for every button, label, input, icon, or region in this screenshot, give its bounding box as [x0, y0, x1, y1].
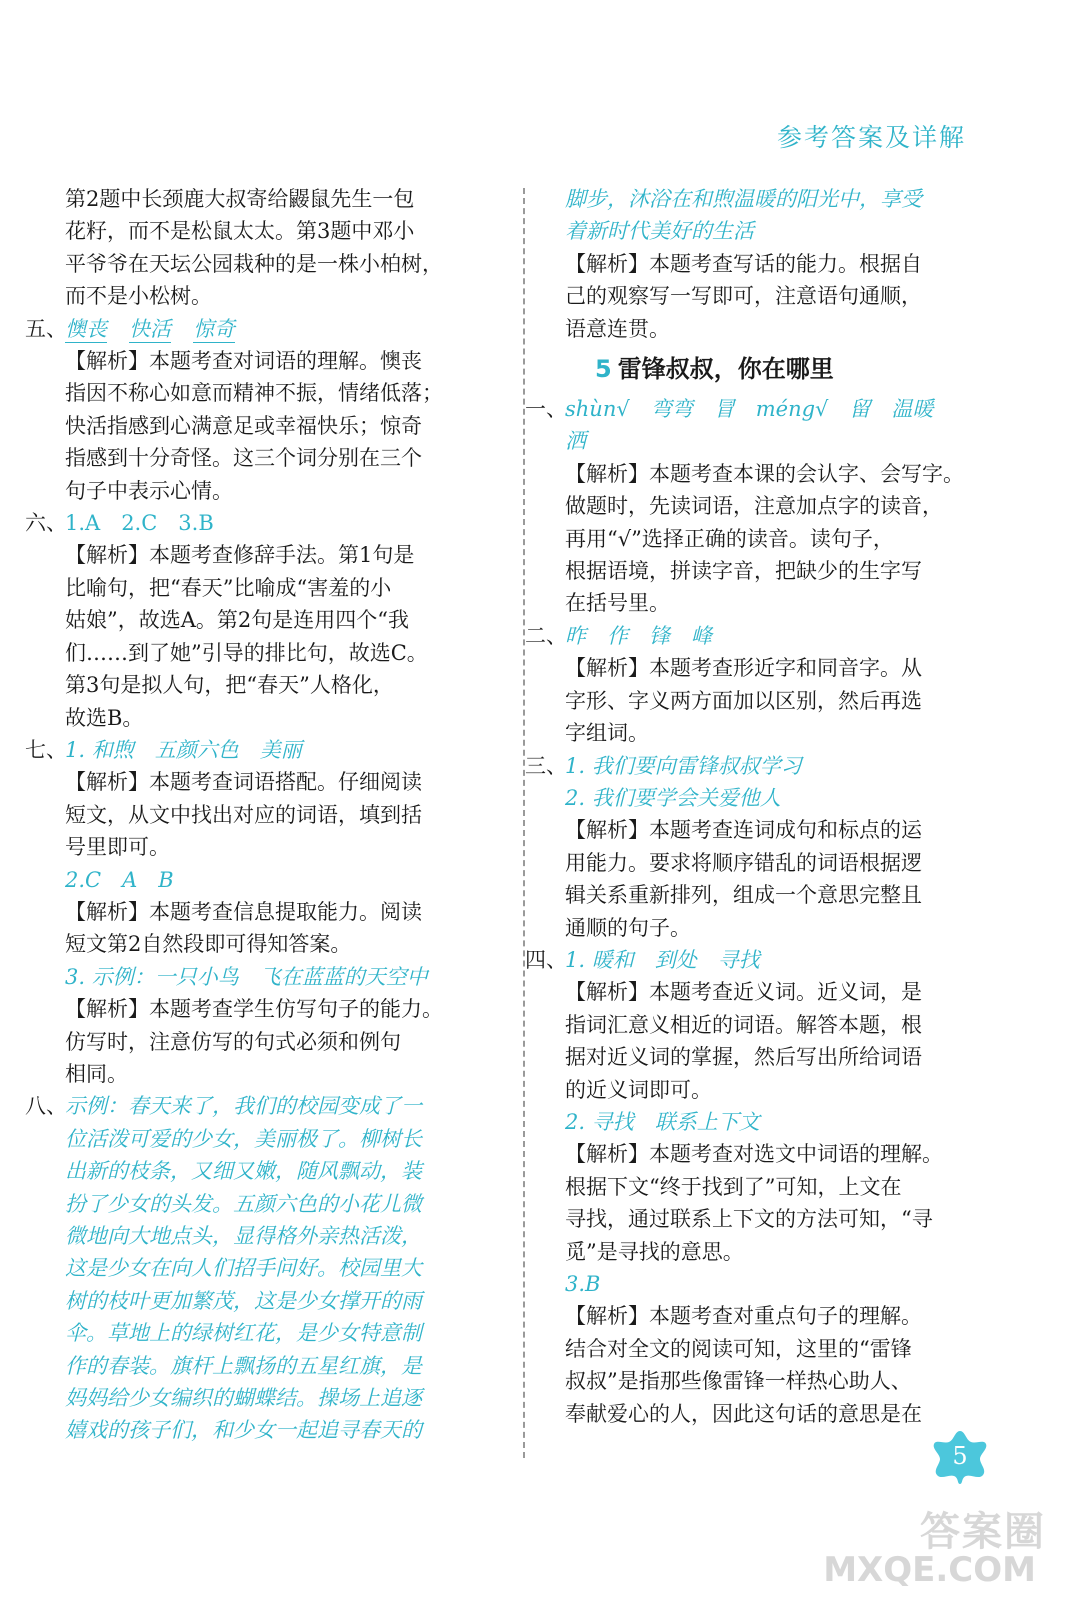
- q6-number: 六、: [25, 511, 67, 536]
- left-column: [25, 183, 495, 1447]
- q8-number: 八、: [25, 1094, 67, 1119]
- analysis-line: 指因不称心如意而精神不振，情绪低落；: [65, 381, 443, 406]
- watermark-text: 答案圈: [920, 1509, 1046, 1555]
- analysis-line: 奉献爱心的人，因此这句话的意思是在: [565, 1401, 922, 1426]
- continued-answer-line: 脚步，沐浴在和煦温暖的阳光中，享受: [565, 187, 922, 211]
- q8-line: 出新的枝条，又细又嫩，随风飘动，装: [65, 1159, 422, 1184]
- q8-line: 扮了少女的头发。五颜六色的小花儿微: [65, 1191, 422, 1216]
- text-line: 平爷爷在天坛公园栽种的是一株小柏树，: [65, 251, 443, 276]
- analysis-line: 【解析】本题考查对词语的理解。懊丧: [65, 349, 422, 374]
- q8-line: 位活泼可爱的少女，美丽极了。柳树长: [65, 1126, 422, 1151]
- analysis-line: 第3句是拟人句，把“春天”人格化，: [65, 673, 394, 698]
- q8-line: 作的春装。旗杆上飘扬的五星红旗，是: [65, 1353, 422, 1378]
- q5-number: 五、: [25, 316, 67, 341]
- r2-answer-text: 昨 作 锋 峰: [565, 623, 712, 648]
- q8-line: 微地向大地点头，显得格外亲热活泼，: [65, 1224, 422, 1248]
- watermark-url: MXQE.COM: [823, 1550, 1036, 1590]
- analysis-line: 们……到了她”引导的排比句，故选C。: [65, 640, 428, 665]
- analysis-line: 相同。: [65, 1061, 128, 1086]
- q6-answer: [25, 507, 495, 539]
- r2-number: 二、: [525, 623, 567, 648]
- analysis-line: 己的观察写一写即可，注意语句通顺，: [565, 284, 922, 309]
- r3-answer-1: [525, 750, 995, 782]
- analysis-line: 【解析】本题考查学生仿写句子的能力。: [65, 997, 443, 1022]
- q8-line: 伞。草地上的绿树红花，是少女特意制: [65, 1321, 422, 1346]
- text-line: 而不是小松树。: [65, 284, 212, 309]
- q7-answer-2: 2.C A B: [65, 867, 174, 892]
- r4-answer-1: [525, 944, 995, 976]
- r4-answer-1-text: 1. 暖和 到处 寻找: [565, 947, 760, 972]
- r1-answer-text: shùn√ 弯弯 冒 méng√ 留 温暖: [565, 397, 934, 422]
- page-number-badge: [932, 1428, 988, 1484]
- analysis-line: 【解析】本题考查信息提取能力。阅读: [65, 899, 422, 924]
- analysis-line: 号里即可。: [65, 835, 170, 860]
- r1-number: 一、: [525, 397, 567, 422]
- analysis-line: 仿写时，注意仿写的句式必须和例句: [65, 1029, 401, 1054]
- r3-answer-2: 2. 我们要学会关爱他人: [565, 785, 781, 810]
- analysis-line: 【解析】本题考查词语搭配。仔细阅读: [65, 770, 422, 795]
- r4-number: 四、: [525, 947, 567, 972]
- analysis-line: 叔叔”是指那些像雷锋一样热心助人、: [565, 1369, 912, 1394]
- q7-answer-1-text: 1. 和煦 五颜六色 美丽: [65, 737, 302, 762]
- q5-answer: [25, 313, 495, 345]
- analysis-line: 姑娘”，故选A。第2句是连用四个“我: [65, 608, 409, 633]
- q5-answer-2: 快活: [129, 316, 171, 341]
- lesson-number: 5: [595, 355, 612, 384]
- q7-answer-1: [25, 734, 495, 766]
- analysis-line: 指词汇意义相近的词语。解答本题，根: [565, 1012, 922, 1037]
- lesson-title-text: 雷锋叔叔，你在哪里: [617, 355, 834, 384]
- r2-answer: [525, 620, 995, 652]
- analysis-line: 用能力。要求将顺序错乱的词语根据逻: [565, 850, 922, 875]
- analysis-line: 根据语境，拼读字音，把缺少的生字写: [565, 559, 922, 584]
- r3-number: 三、: [525, 753, 567, 778]
- q5-answer-3: 惊奇: [193, 316, 235, 341]
- analysis-line: 故选B。: [65, 705, 144, 730]
- text-line: 第2题中长颈鹿大叔寄给鼹鼠先生一包: [65, 187, 415, 211]
- analysis-line: 比喻句，把“春天”比喻成“害羞的小: [65, 575, 392, 600]
- analysis-line: 【解析】本题考查连词成句和标点的运: [565, 818, 922, 843]
- analysis-line: 句子中表示心情。: [65, 478, 233, 503]
- q8-line: 妈妈给少女编织的蝴蝶结。操场上追逐: [65, 1386, 422, 1411]
- analysis-line: 根据下文“终于找到了”可知，上文在: [565, 1174, 902, 1199]
- analysis-line: 【解析】本题考查本课的会认字、会写字。: [565, 461, 964, 486]
- r4-answer-2: 2. 寻找 联系上下文: [565, 1109, 760, 1134]
- q7-number: 七、: [25, 737, 67, 762]
- q6-answer-text: 1.A 2.C 3.B: [65, 511, 214, 536]
- analysis-line: 的近义词即可。: [565, 1077, 712, 1102]
- analysis-line: 语意连贯。: [565, 316, 670, 341]
- analysis-line: 据对近义词的掌握，然后写出所给词语: [565, 1045, 922, 1070]
- q8-line: 树的枝叶更加繁茂，这是少女撑开的雨: [65, 1288, 422, 1313]
- analysis-line: 在括号里。: [565, 591, 670, 616]
- lesson-title: [525, 345, 995, 393]
- analysis-line: 短文第2自然段即可得知答案。: [65, 932, 352, 957]
- page-header-title: 参考答案及详解: [776, 123, 966, 152]
- q8-answer-first: [25, 1090, 495, 1122]
- analysis-line: 【解析】本题考查修辞手法。第1句是: [65, 543, 415, 568]
- r1-answer-2: 洒: [565, 429, 586, 454]
- analysis-line: 觅”是寻找的意思。: [565, 1239, 744, 1264]
- analysis-line: 【解析】本题考查写话的能力。根据自: [565, 251, 922, 276]
- r1-answer: [525, 393, 995, 425]
- q8-line: 这是少女在向人们招手问好。校园里大: [65, 1256, 422, 1281]
- analysis-line: 寻找，通过联系上下文的方法可知，“寻: [565, 1207, 933, 1232]
- analysis-line: 指感到十分奇怪。这三个词分别在三个: [65, 446, 422, 471]
- q8-line: 示例：春天来了，我们的校园变成了一: [65, 1094, 422, 1119]
- continued-answer-line: 着新时代美好的生活: [565, 219, 754, 244]
- analysis-line: 再用“√”选择正确的读音。读句子，: [565, 526, 894, 551]
- q5-answer-1: 懊丧: [65, 316, 107, 341]
- analysis-line: 做题时，先读词语，注意加点字的读音，: [565, 494, 943, 519]
- analysis-line: 字组词。: [565, 721, 649, 746]
- analysis-line: 【解析】本题考查对选文中词语的理解。: [565, 1142, 943, 1167]
- analysis-line: 【解析】本题考查近义词。近义词，是: [565, 980, 922, 1005]
- analysis-line: 通顺的句子。: [565, 915, 691, 940]
- page-number: 5: [952, 1442, 968, 1470]
- analysis-line: 快活指感到心满意足或幸福快乐；惊奇: [65, 413, 422, 438]
- analysis-line: 辑关系重新排列，组成一个意思完整且: [565, 883, 922, 908]
- analysis-line: 短文，从文中找出对应的词语，填到括: [65, 802, 422, 827]
- analysis-line: 字形、字义两方面加以区别，然后再选: [565, 688, 922, 713]
- analysis-line: 【解析】本题考查对重点句子的理解。: [565, 1304, 922, 1329]
- r3-answer-1-text: 1. 我们要向雷锋叔叔学习: [565, 753, 802, 778]
- analysis-line: 结合对全文的阅读可知，这里的“雷锋: [565, 1336, 912, 1361]
- q8-line: 嬉戏的孩子们，和少女一起追寻春天的: [65, 1418, 422, 1443]
- right-column: [525, 183, 995, 1430]
- r4-answer-3: 3.B: [565, 1272, 601, 1296]
- text-line: 花籽，而不是松鼠太太。第3题中邓小: [65, 219, 415, 244]
- q7-answer-3: 3. 示例：一只小鸟 飞在蓝蓝的天空中: [65, 964, 428, 989]
- analysis-line: 【解析】本题考查形近字和同音字。从: [565, 656, 922, 681]
